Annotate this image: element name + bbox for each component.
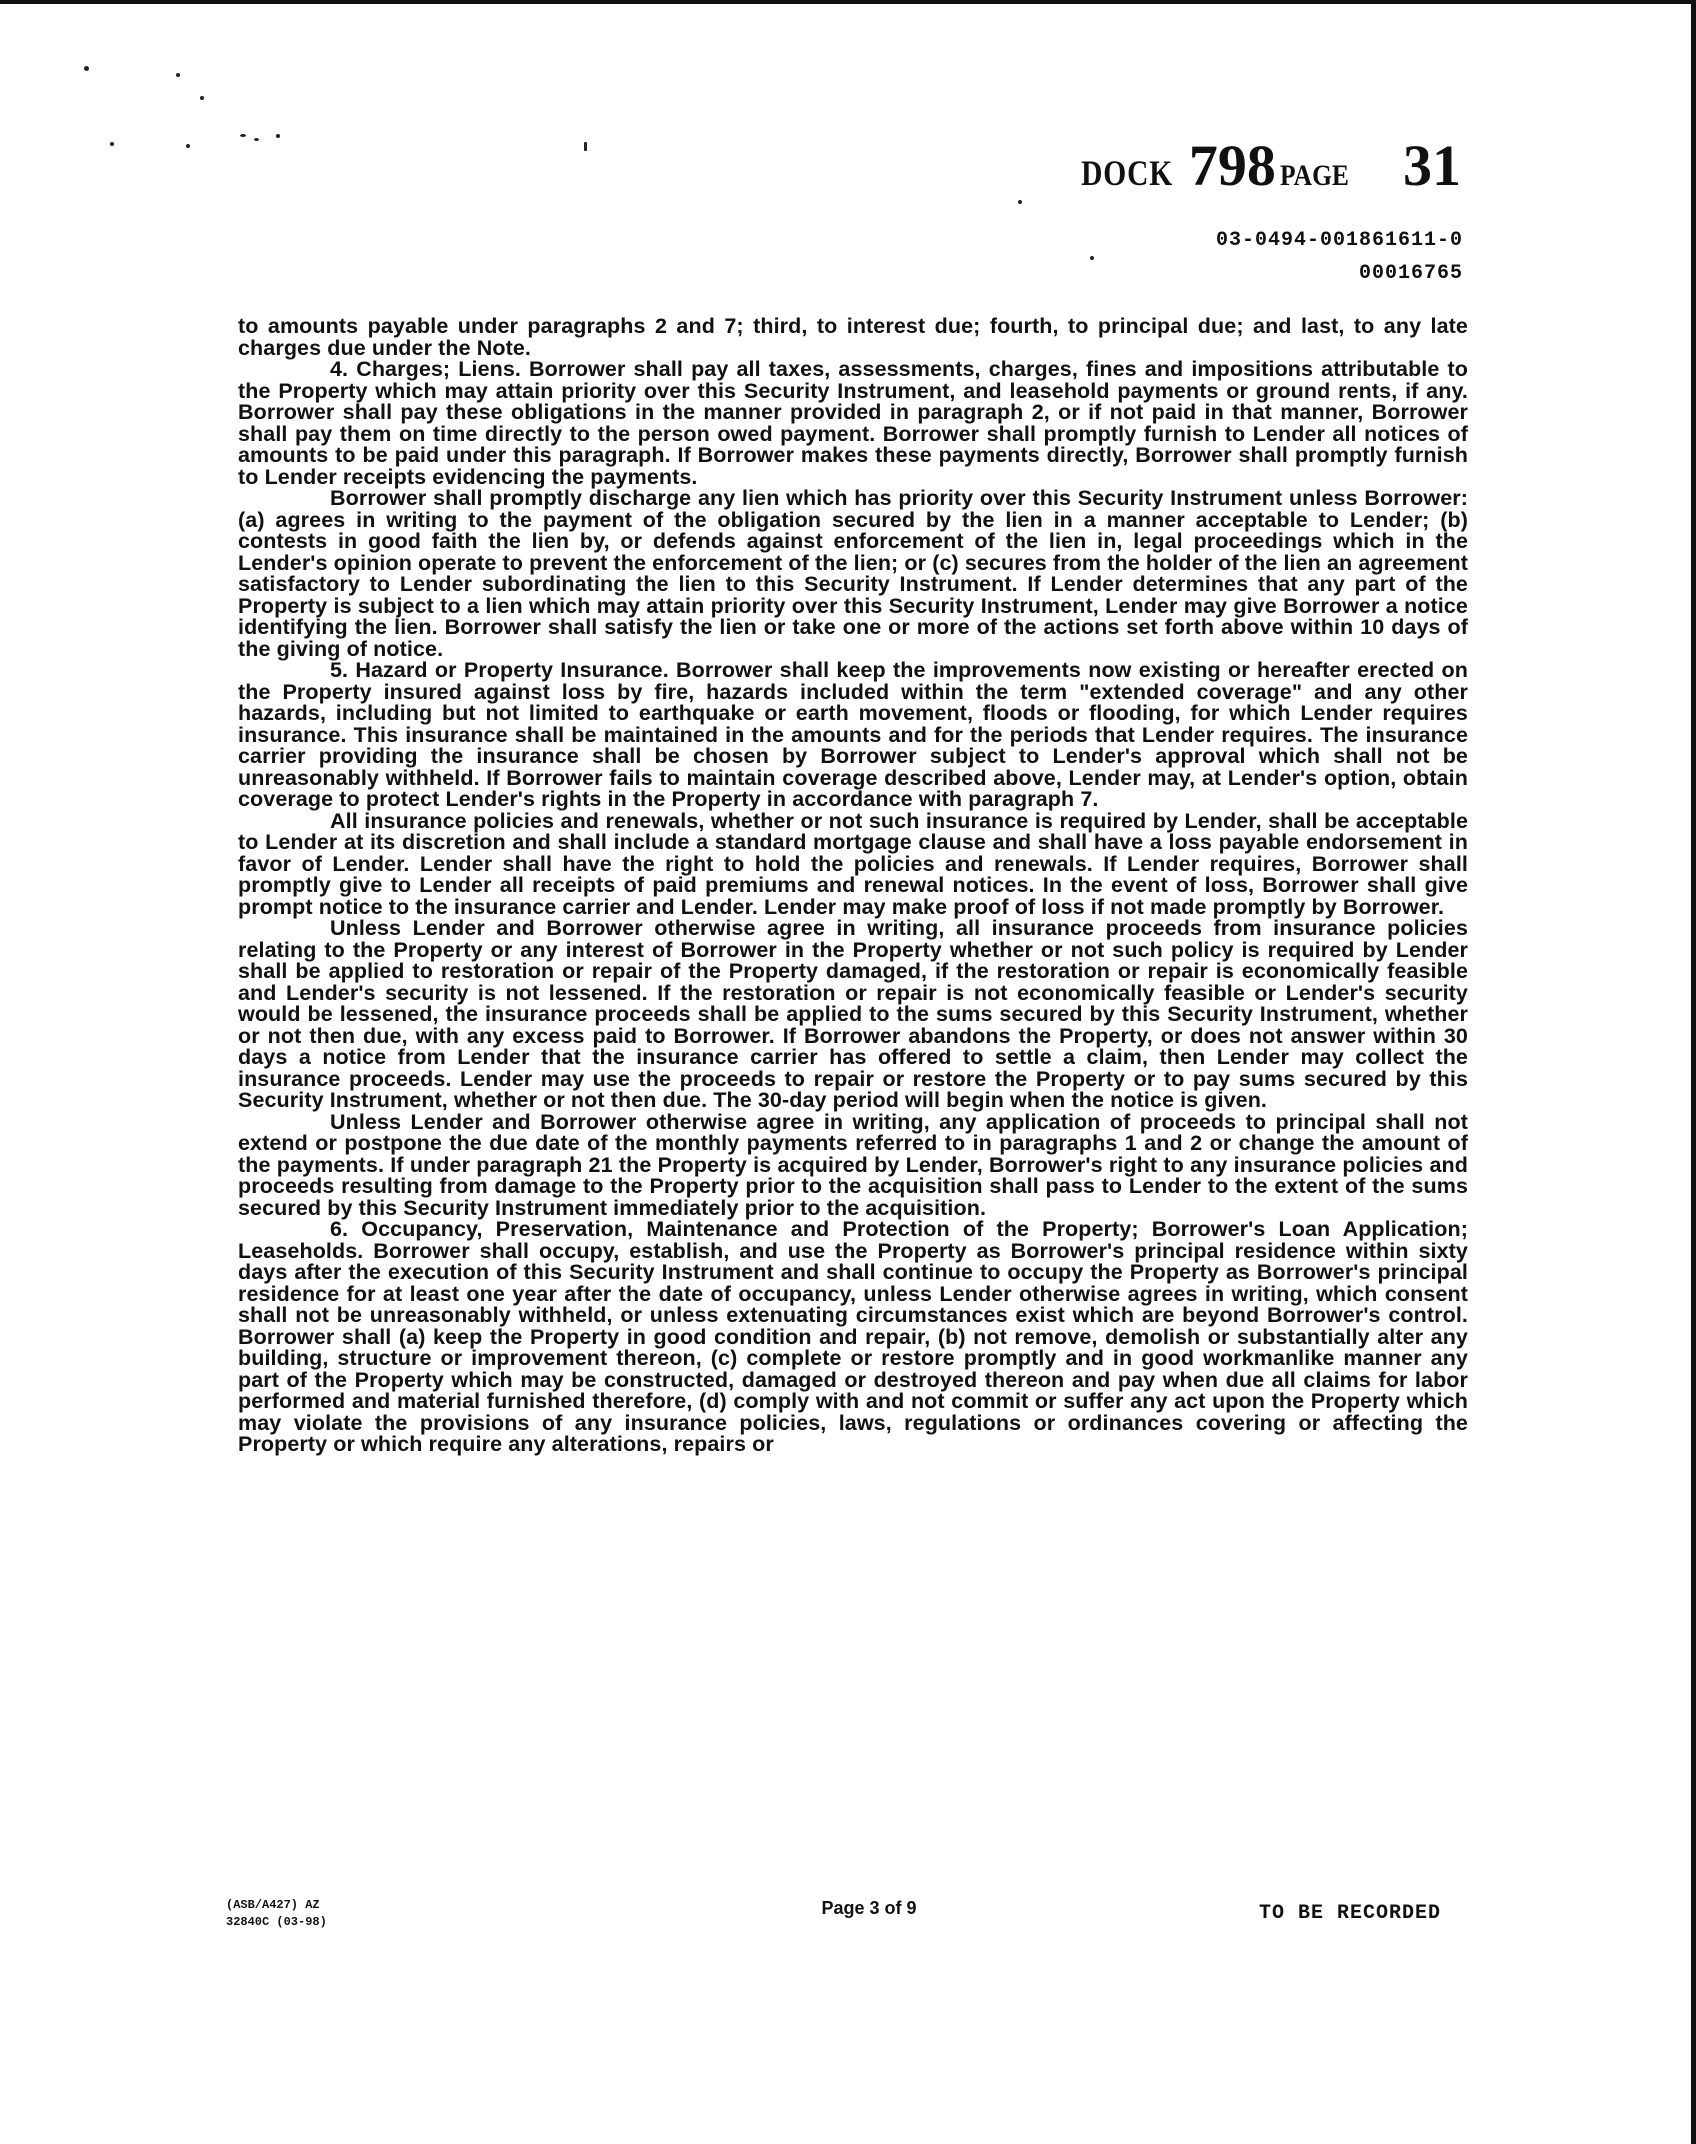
recording-note: TO BE RECORDED xyxy=(1258,1902,1441,1925)
paragraph: 4. Charges; Liens. Borrower shall pay all taxes, assessments, charges, fines and impositions attributable to the Property which may attain priority over this Security Instrument, and leasehold payments or ground rents, if any. Borrower shall pay these obligations in the manner provided in paragraph 2, or if not paid in that manner, Borrower shall pay them on time directly to the person owed payment. Borrower shall promptly furnish to Lender all notices of amounts to be paid under this paragraph. If Borrower makes these payments directly, Borrower shall promptly furnish to Lender receipts evidencing the payments. xyxy=(238,357,1468,489)
paragraph: to amounts payable under paragraphs 2 and 7; third, to interest due; fourth, to principal due; and last, to any late charges due under the Note. xyxy=(238,314,1468,360)
paragraph: Unless Lender and Borrower otherwise agree in writing, any application of proceeds to principal shall not extend or postpone the due date of the monthly payments referred to in paragraphs 1 and 2 or change the amount of the payments. If under paragraph 21 the Property is acquired by Lender, Borrower's right to any insurance policies and proceeds resulting from damage to the Property prior to the acquisition shall pass to Lender to the extent of the sums secured by this Security Instrument immediately prior to the acquisition. xyxy=(238,1109,1468,1220)
paragraph: Unless Lender and Borrower otherwise agree in writing, all insurance proceeds from insurance policies relating to the Property or any interest of Borrower in the Property whether or not such policy is required by Lender shall be applied to restoration or repair of the Property damaged, if the restoration or repair is economically feasible and Lender's security is not lessened. If the restoration or repair is not economically feasible or Lender's security would be lessened, the insurance proceeds shall be applied to the sums secured by this Security Instrument, whether or not then due, with any excess paid to Borrower. If Borrower abandons the Property, or does not answer within 30 days a notice from Lender that the insurance carrier has offered to settle a claim, then Lender may collect the insurance proceeds. Lender may use the proceeds to repair or restore the Property or to pay sums secured by this Security Instrument, whether or not then due. The 30-day period will begin when the notice is given. xyxy=(238,916,1468,1112)
page-indicator: Page 3 of 9 xyxy=(821,1898,917,1918)
paragraph: 5. Hazard or Property Insurance. Borrower shall keep the improvements now existing or hereafter erected on the Property insured against loss by fire, hazards included within the term "extended coverage" and any other hazards, including but not limited to earthquake or earth movement, floods or flooding, for which Lender requires insurance. This insurance shall be maintained in the amounts and for the periods that Lender requires. The insurance carrier providing the insurance shall be chosen by Borrower subject to Lender's approval which shall not be unreasonably withheld. If Borrower fails to maintain coverage described above, Lender may, at Lender's option, obtain coverage to protect Lender's rights in the Property in accordance with paragraph 7. xyxy=(238,658,1468,811)
reference-numbers xyxy=(1216,224,1463,290)
scan-speck xyxy=(110,142,114,146)
paragraph: 6. Occupancy, Preservation, Maintenance and Protection of the Property; Borrower's Loan Application; Leaseholds. Borrower shall occupy, establish, and use the Property as Borrower's principal residence within sixty days after the execution of this Security Instrument and shall continue to occupy the Property as Borrower's principal residence for at least one year after the date of occupancy, unless Lender otherwise agrees in writing, which consent shall not be unreasonably withheld, or unless extenuating circumstances exist which are beyond Borrower's control. Borrower shall (a) keep the Property in good condition and repair, (b) not remove, demolish or substantially alter any building, structure or improvement thereon, (c) complete or restore promptly and in good workmanlike manner any part of the Property which may be constructed, damaged or destroyed thereon and pay when due all claims for labor performed and material furnished therefore, (d) comply with and not commit or suffer any act upon the Property which may violate the provisions of any insurance policies, laws, regulations or ordinances covering or affecting the Property or which require any alterations, repairs or xyxy=(238,1217,1468,1456)
scan-speck xyxy=(200,96,204,100)
record-number: 00016765 xyxy=(1358,262,1463,285)
page-label: PAGE xyxy=(1279,159,1349,192)
recorded-page-number: 31 xyxy=(1403,133,1461,198)
scan-speck xyxy=(584,142,587,151)
scan-speck xyxy=(186,144,190,148)
paragraph: All insurance policies and renewals, whether or not such insurance is required by Lender, shall be acceptable to Lender at its discretion and shall include a standard mortgage clause and shall have a loss payable endorsement in favor of Lender. Lender shall have the right to hold the policies and renewals. If Lender requires, Borrower shall promptly give to Lender all receipts of paid premiums and renewal notices. In the event of loss, Borrower shall give prompt notice to the insurance carrier and Lender. Lender may make proof of loss if not made promptly by Borrower. xyxy=(238,808,1468,919)
recording-reference xyxy=(1061,132,1361,199)
scan-speck xyxy=(84,66,89,71)
book-label: DOCK xyxy=(1081,153,1173,193)
form-code-line: 32840C (03-98) xyxy=(226,1915,327,1929)
form-code-line: (ASB/A427) AZ xyxy=(226,1898,320,1912)
paragraph: Borrower shall promptly discharge any lien which has priority over this Security Instrument unless Borrower: (a) agrees in writing to the payment of the obligation secured by the lien in a manner acceptable to Lender; (b) contests in good faith the lien by, or defends against enforcement of the lien in, legal proceedings which in the Lender's opinion operate to prevent the enforcement of the lien; or (c) secures from the holder of the lien an agreement satisfactory to Lender subordinating the lien to this Security Instrument. If Lender determines that any part of the Property is subject to a lien which may attain priority over this Security Instrument, Lender may give Borrower a notice identifying the lien. Borrower shall satisfy the lien or take one or more of the actions set forth above within 10 days of the giving of notice. xyxy=(238,486,1468,661)
scan-speck xyxy=(176,73,180,77)
book-number: 798 xyxy=(1188,133,1276,198)
scan-speck xyxy=(240,134,246,137)
scan-speck xyxy=(1018,200,1022,204)
loan-number: 03-0494-001861611-0 xyxy=(1215,229,1463,252)
document-body xyxy=(238,316,1468,1456)
scan-speck xyxy=(1090,256,1094,260)
scan-speck xyxy=(254,138,259,141)
scan-speck xyxy=(276,134,280,138)
